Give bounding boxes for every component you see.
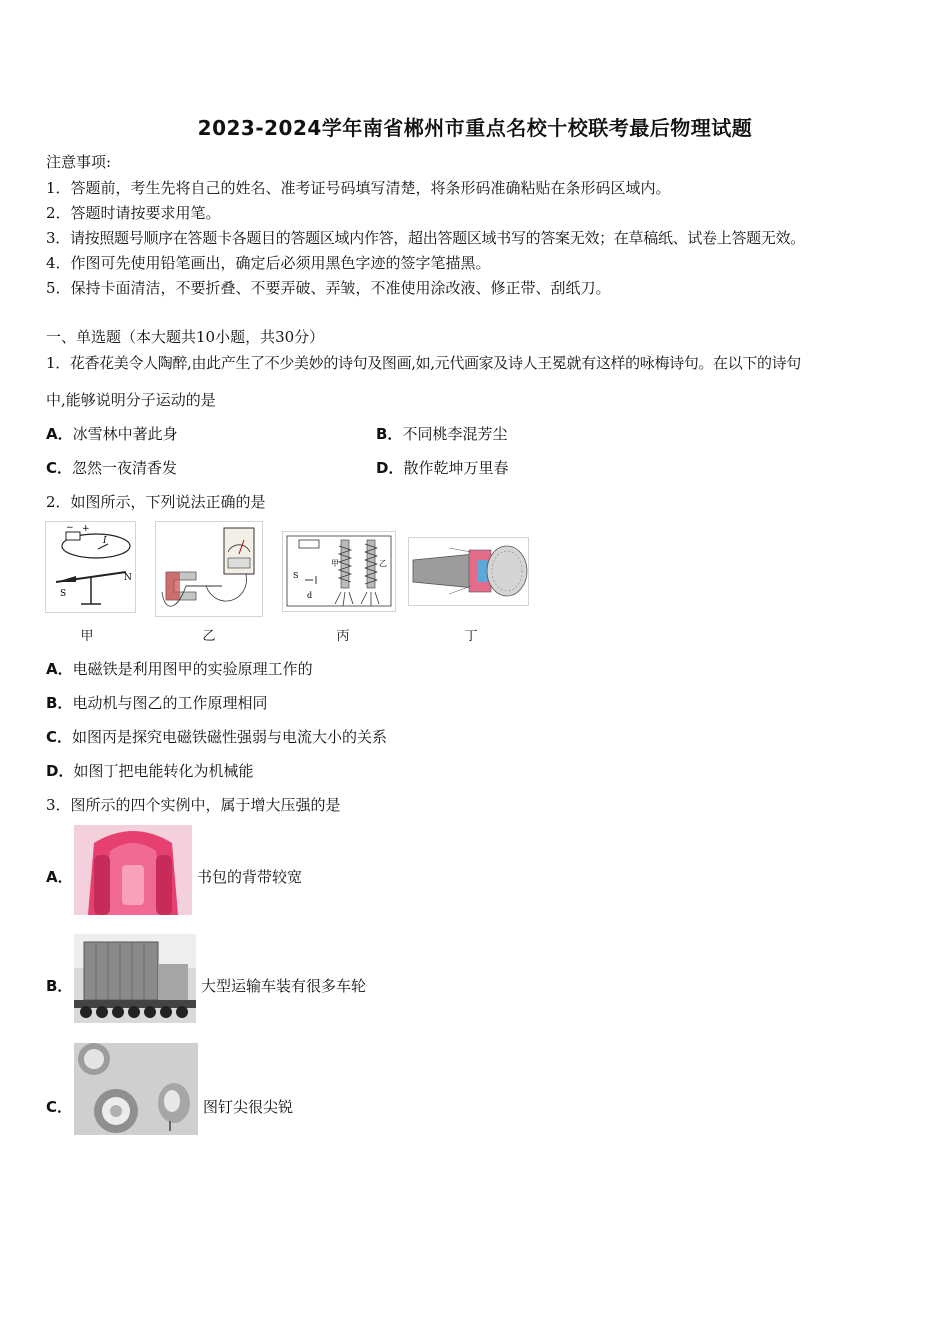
notice-heading: 注意事项: [46, 153, 112, 171]
question-stem: 1．花香花美令人陶醉,由此产生了不少美妙的诗句及图画,如,元代画家及诗人王冕就有这样的咏梅诗句。在以下的诗句 [46, 354, 801, 372]
option-text: 电磁铁是利用图甲的实验原理工作的 [72, 660, 313, 678]
notice-item: 2．答题时请按要求用笔。 [46, 204, 221, 222]
option-d [376, 457, 508, 478]
option-c [46, 726, 387, 747]
figure-jia [45, 521, 136, 613]
figure-caption: 丙 [336, 629, 350, 644]
notice-item: 4．作图可先使用铅笔画出，确定后必须用黑色字迹的签字笔描黑。 [46, 254, 491, 272]
option-label: A． [46, 868, 73, 886]
section-heading: 一、单选题（本大题共10小题，共30分） [46, 328, 325, 346]
option-a [46, 658, 313, 679]
notice-item: 3．请按照题号顺序在答题卡各题目的答题区域内作答，超出答题区域书写的答案无效；在草稿纸、试卷上答题无效。 [46, 229, 805, 247]
page-title: 2023-2024学年南省郴州市重点名校十校联考最后物理试题 [197, 116, 753, 140]
truck-image [74, 934, 196, 1023]
question-stem: 2．如图所示，下列说法正确的是 [46, 493, 266, 511]
option-label: C． [46, 728, 73, 746]
option-label: C． [46, 459, 73, 477]
option-text: 书包的背带较宽 [197, 868, 303, 886]
option-b [46, 692, 267, 713]
bing-d-label: d [307, 591, 313, 600]
option-label: A． [46, 425, 73, 443]
electromagnet-diagram [283, 532, 395, 611]
option-label: A． [46, 660, 73, 678]
jia-current-label: I [103, 536, 107, 546]
option-text: 如图丙是探究电磁铁磁性强弱与电流大小的关系 [72, 728, 388, 746]
option-label: B． [46, 977, 73, 995]
option-label: D． [46, 762, 74, 780]
option-label: D． [376, 459, 404, 477]
option-c [46, 457, 177, 478]
option-text: 散作乾坤万里春 [403, 459, 509, 477]
figure-yi [155, 521, 263, 617]
figure-caption: 甲 [80, 629, 94, 644]
bing-yi-label: 乙 [379, 559, 387, 568]
notice-item: 5．保持卡面清洁，不要折叠、不要弄破、弄皱，不准使用涂改液、修正带、刮纸刀。 [46, 279, 611, 297]
option-text: 图钉尖很尖锐 [203, 1098, 294, 1116]
bing-jia-label: 甲 [331, 559, 339, 568]
option-text: 冰雪林中著此身 [72, 425, 178, 443]
option-d [46, 760, 253, 781]
jia-s-label: S [60, 589, 67, 599]
option-label: B． [376, 425, 403, 443]
option-text: 如图丁把电能转化为机械能 [73, 762, 254, 780]
figure-caption: 丁 [464, 629, 478, 644]
compass-diagram [46, 522, 135, 612]
figure-ding [408, 537, 529, 606]
question-stem: 3．图所示的四个实例中，属于增大压强的是 [46, 796, 341, 814]
option-label: C． [46, 1098, 73, 1116]
generator-diagram [156, 522, 262, 616]
option-text: 大型运输车装有很多车轮 [201, 977, 367, 995]
thumbtack-image [74, 1043, 198, 1135]
figure-caption: 乙 [202, 629, 216, 644]
microphone-diagram [409, 538, 528, 605]
option-text: 电动机与图乙的工作原理相同 [72, 694, 268, 712]
option-label: B． [46, 694, 73, 712]
option-b [376, 423, 507, 444]
figure-bing [282, 531, 396, 612]
question-stem: 中,能够说明分子运动的是 [46, 391, 216, 409]
jia-minus-label: − [66, 523, 74, 533]
bing-s-label: S [293, 571, 299, 580]
option-text: 忽然一夜清香发 [72, 459, 178, 477]
option-a [46, 423, 178, 444]
jia-n-label: N [124, 573, 132, 583]
option-text: 不同桃李混芳尘 [402, 425, 508, 443]
notice-item: 1．答题前，考生先将自己的姓名、准考证号码填写清楚，将条形码准确粘贴在条形码区域内。 [46, 179, 671, 197]
jia-plus-label: + [82, 524, 90, 534]
backpack-image [74, 825, 192, 915]
